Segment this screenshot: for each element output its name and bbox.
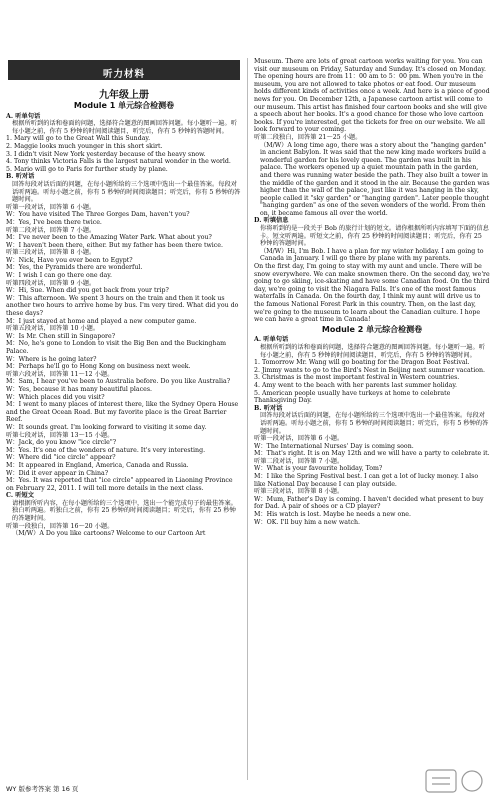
text-line: On the first day, I'm going to stay with my aunt and uncle. There will be snow everywhere. We can make snowmen there. On the second day, we're going to go skiing, ice-skating and have some Canadian food. On the third day, we're going to visit the Niagara Falls. It's one of the most famous waterfalls in Canada. On the fourth day, I think my aunt will drive us to the famous National Forest Park in this country. Then, on the last day, we're going to the museum to learn about the Canadian culture. I hope we can have a great time in Canada! xyxy=(254,263,490,324)
module2-title: Module 2 单元综合检测卷 xyxy=(321,324,423,334)
text-line: M：Perhaps he'll go to Hong Kong on business next week. xyxy=(6,363,191,371)
text-line: C. 听短文 xyxy=(6,492,34,500)
text-line: Museum. There are lots of great cartoon works waiting for you. You can visit our museum on Friday, Saturday and Sunday. It's closed on Monday. The opening hours are from 11：00 am to 5：00 pm. When you're in the museum, you are not allowed to take photos or eat food. Our museum holds different kinds of activities once a week. And here is a piece of good news for you. On December 12th, a Japanese cartoon artist will come to our museum. This artist has finished four cartoon books and she will give a speech about her books. It's a good chance for those who love cartoon books. If you're interested, get the tickets for free on our website. We all look forward to your coming. xyxy=(254,58,490,134)
text-line: W：Did it ever appear in China? xyxy=(6,469,109,477)
banner-title: 听力材料 xyxy=(102,69,145,80)
text-line: 听第二段独白，回答第 21～25 小题。 xyxy=(254,133,362,141)
text-line: 5. Mario will go to Paris for further study by plane. xyxy=(6,165,168,173)
text-line: 1. Tomorrow Mr. Wang will go boating for the Dragon Boat Festival. xyxy=(254,359,470,367)
text-line: M：Sam, I hear you've been to Australia before. Do you like Australia? xyxy=(6,378,231,386)
text-line: W：OK. I'll buy him a new watch. xyxy=(254,518,360,526)
text-line: W：Yes, because it has many beautiful places. xyxy=(6,385,153,393)
text-line: （M/W）A Do you like cartoons? Welcome to our Cartoon Art xyxy=(12,530,206,538)
text-line: M：Yes. It's one of the wonders of nature. It's very interesting. xyxy=(6,446,206,454)
text-line: 听第一段独白，回答第 16～20 小题。 xyxy=(6,522,114,530)
text-line: 听第三段对话，回答第 8 小题。 xyxy=(254,488,344,496)
text-line: 听第六段对话，回答第 11～12 小题。 xyxy=(6,370,114,378)
text-line: M：I like the Spring Festival best. I can get a lot of lucky money. I also like National Day because I can play outside. xyxy=(254,473,479,488)
text-line: 根据所听到的话和卷面的问题，选择符合题意的图画回答问题。每小题听一遍。听每小题之前，你有 5 秒钟的时间阅读题目，听完后，你有 5 秒钟的答题时间。 xyxy=(260,343,485,359)
text-line: 回答每段对话后面的问题，在每小题所给的三个选项中选出一个最佳答案。每段对话听两遍。听每小题之前，你有 5 秒钟的时间阅读题目；听完后，你有 5 秒钟的答题时间。 xyxy=(12,180,241,204)
text-line: M：Yes. It was reported that "ice circle" appeared in Liaoning Province on February 22, 2011. I will tell more details in the next class. xyxy=(6,477,233,492)
watermark-logo xyxy=(424,766,494,796)
text-line: （M/W）Hi, I'm Bob. I have a plan for my winter holiday. I am going to Canada in January. I will go there by plane with my parents. xyxy=(260,247,484,263)
text-line: B. 听对话 xyxy=(6,173,35,181)
text-line: 听第二段对话，回答第 7 小题。 xyxy=(254,457,344,465)
left-text-lines xyxy=(6,113,242,538)
text-line: W：Which places did you visit? xyxy=(6,393,105,401)
text-line: M：His watch is lost. Maybe he needs a new one. xyxy=(254,511,411,519)
text-line: 根据所听到的话和卷面的问题，选择符合题意的图画回答问题。每小题听一遍。听每小题之前，你有 5 秒钟的时间阅读题目，听完后，你有 5 秒钟的答题时间。 xyxy=(12,120,237,135)
module1-title: Module 1 单元综合检测卷 xyxy=(73,101,175,110)
text-line: W：The International Nurses' Day is coming soon. xyxy=(254,442,414,450)
text-line: 听第五段对话，回答第 10 小题。 xyxy=(6,325,100,333)
text-line: M：I just stayed at home and played a new computer game. xyxy=(6,317,197,325)
text-line: B. 听对话 xyxy=(254,404,283,412)
text-line: W：You have visited The Three Gorges Dam, haven't you? xyxy=(6,211,190,219)
text-line: W：Nick, Have you ever been to Egypt? xyxy=(6,256,133,264)
text-line: 3. Christmas is the most important festival in Western countries. xyxy=(254,374,460,382)
text-line: 听第四段对话，回答第 9 小题。 xyxy=(6,279,96,287)
left-column xyxy=(6,100,242,538)
grade-title: 九年级上册 xyxy=(99,90,149,101)
text-line: M：I went to many places of interest there, like the Sydney Opera House and the Great Ocean Road. But my favorite place is the Great Barrier Reef. xyxy=(6,401,239,424)
text-line: 2. Maggie looks much younger in this short skirt. xyxy=(6,142,163,150)
text-line: 3. I didn't visit New York yesterday because of the heavy snow. xyxy=(6,150,206,158)
right-text-lines-a xyxy=(254,58,490,324)
text-line: W：Mum, Father's Day is coming. I haven't decided what present to buy for Dad. A pair of shoes or a CD player? xyxy=(254,495,484,511)
text-line: 听第七段对话，回答第 13～15 小题。 xyxy=(6,431,114,439)
text-line: 回答每段对话后面的问题，在每小题所给的三个选项中选出一个最佳答案。每段对话听两遍。听每小题之前，你有 5 秒钟的时间阅读题目；听完后，你有 5 秒钟的答题时间。 xyxy=(260,412,489,435)
text-line: 4. Amy went to the beach with her parents last summer holiday. xyxy=(254,381,458,389)
text-line: W：Is Mr. Chen still in Singapore? xyxy=(6,332,116,340)
text-line: 请根据所听内容，在每小题所给的三个选项中，选出一个能完成句子的最佳答案。独白听两遍。听独白之前，你有 25 秒钟的时间阅读题目；听完后，你有 25 秒钟的答题时间。 xyxy=(12,499,237,523)
text-line: W：Where is he going later? xyxy=(6,355,97,363)
text-line: 听第一段对话，回答第 6 小题。 xyxy=(6,203,96,211)
text-line: D. 听填信息 xyxy=(254,217,289,225)
page-footer: WY 版参考答案 第 16 页 xyxy=(6,785,79,793)
text-line: M：No, he's gone to London to visit the Big Ben and the Buckingham Palace. xyxy=(6,340,227,355)
text-line: M：Yes, the Pyramids there are wonderful. xyxy=(6,264,143,272)
column-divider xyxy=(247,58,248,780)
text-line: 听第二段对话，回答第 7 小题。 xyxy=(6,226,96,234)
text-line: （M/W）A long time ago, there was a story about the "hanging garden" in ancient Babylon. It was said that the new king made workers build a wonderful garden for his lovely queen. The garden was built in his palace. The workers opened up a quiet mountain path in the garden, and there was running water beside the path. They also built a tower in the middle of the garden and it stood in the air. Because the garden was higher than the wall of the palace, just like it was hanging in the sky, people called it "sky garden" or "hanging garden". Later people thought "hanging garden" as one of the seven wonders of the world. From then on, it became famous all over the world. xyxy=(260,141,490,217)
text-line: 听第三段对话，回答第 8 小题。 xyxy=(6,249,96,257)
text-line: M：It appeared in England, America, Canada and Russia. xyxy=(6,461,189,469)
right-column xyxy=(254,58,490,526)
text-line: M：Yes, I've been there twice. xyxy=(6,218,102,226)
text-line: 听第一段对话，回答第 6 小题。 xyxy=(254,435,344,443)
text-line: 4. Tony thinks Victoria Falls is the largest natural wonder in the world. xyxy=(6,158,231,166)
text-line: A. 听单句话 xyxy=(6,112,41,120)
text-line: W：I haven't been there, either. But my father has been there twice. xyxy=(6,241,223,249)
text-line: 1. Mary will go to the Great Wall this Sunday. xyxy=(6,135,151,143)
text-line: W：It sounds great. I'm looking forward to visiting it some day. xyxy=(6,423,207,431)
text-line: W：Hi, Sue. When did you get back from your trip? xyxy=(6,287,169,295)
text-line: W：Where did "ice circle" appear? xyxy=(6,454,116,462)
text-line: M：I've never been to the Amazing Water Park. What about you? xyxy=(6,234,212,242)
text-line: W：Jack, do you know "ice circle"? xyxy=(6,439,117,447)
text-line: 2. Jimmy wants to go to the Bird's Nest in Beijing next summer vacation. xyxy=(254,366,486,374)
text-line: A. 听单句话 xyxy=(254,336,289,344)
text-line: W：I wish I can go there one day. xyxy=(6,272,112,280)
text-line: W：What is your favourite holiday, Tom? xyxy=(254,465,383,473)
text-line: 5. American people usually have turkeys at home to celebrate Thanksgiving Day. xyxy=(254,389,451,405)
right-text-lines-b xyxy=(254,336,490,526)
text-line: W：This afternoon. We spent 3 hours on the train and then it took us another two hours to arrive home by bus. I'm very tired. What did you do these days? xyxy=(6,294,239,318)
text-line: 你将听到的是一段关于 Bob 的旅行计划的短文。请你根据所听内容填写下面的信息卡。短文听两遍。听短文之前，你有 25 秒钟的时间阅读题目；听完后，你有 25 秒钟的答题时间。 xyxy=(260,225,489,248)
text-line: M：That's right. It is on May 12th and we will have a party to celebrate it. xyxy=(254,450,490,458)
